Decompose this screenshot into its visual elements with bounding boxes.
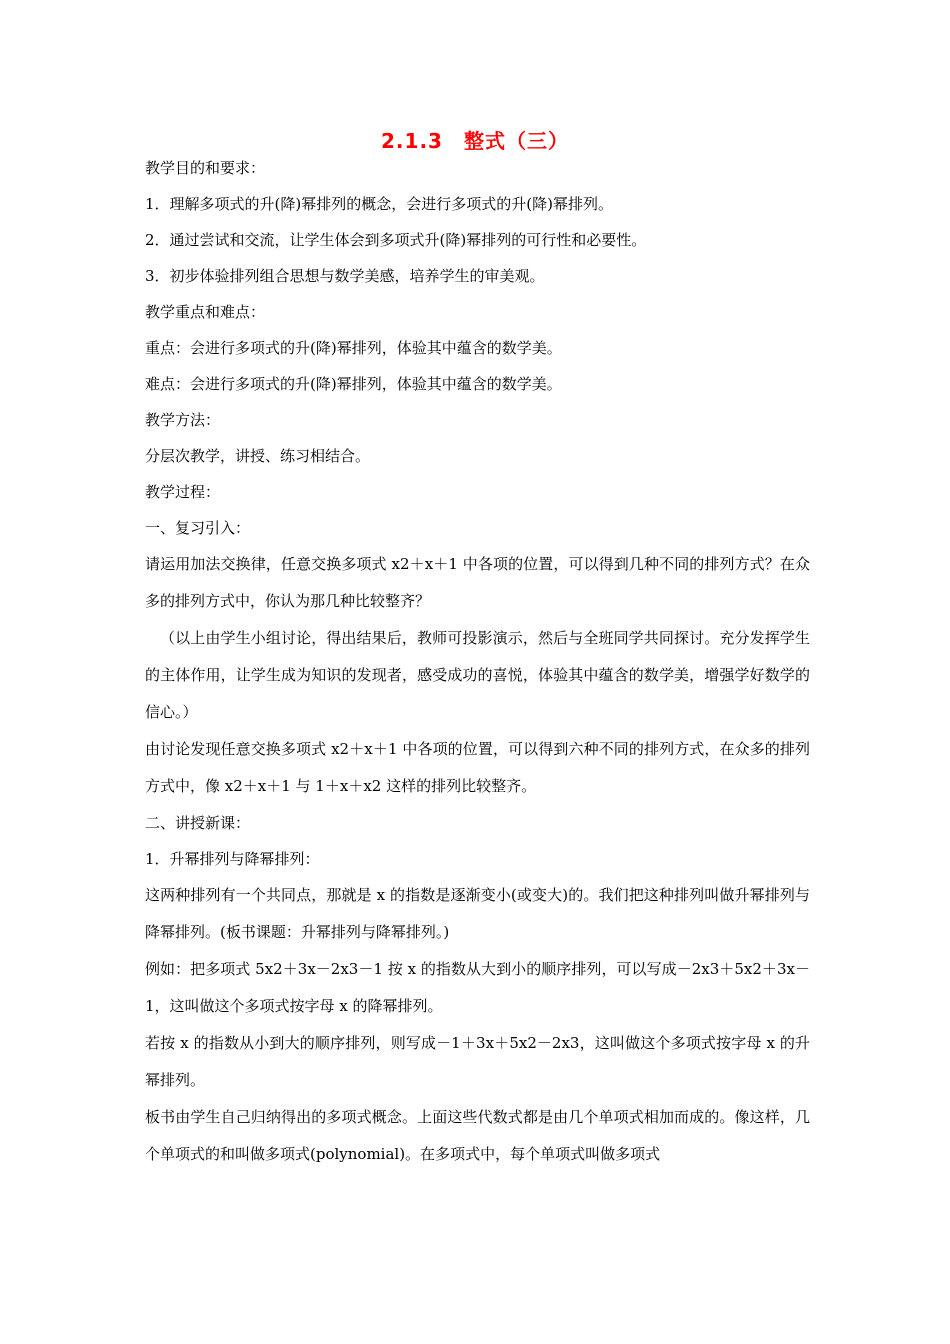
objective-item-2: 2．通过尝试和交流，让学生体会到多项式升(降)幂排列的可行性和必要性。 [145,230,647,249]
polynomial-definition: 板书由学生自己归纳得出的多项式概念。上面这些代数式都是由几个单项式相加而成的。像这样，几个单项式的和叫做多项式(polynomial)。在多项式中，每个单项式叫做多项式 [145,1108,810,1163]
document-body [145,150,810,1173]
ascending-example: 若按 x 的指数从小到大的顺序排列，则写成－1＋3x＋5x2－2x3，这叫做这个多项式按字母 x 的升幂排列。 [145,1034,810,1089]
section-heading-process: 教学过程： [145,482,221,501]
difficulty-text: 难点：会进行多项式的升(降)幂排列，体验其中蕴含的数学美。 [145,374,562,393]
discussion-result: 由讨论发现任意交换多项式 x2＋x＋1 中各项的位置，可以得到六种不同的排列方式，在众多的排列方式中，像 x2＋x＋1 与 1＋x＋x2 这样的排列比较整齐。 [145,740,810,795]
review-question: 请运用加法交换律，任意交换多项式 x2＋x＋1 中各项的位置，可以得到几种不同的排列方式？在众多的排列方式中，你认为那几种比较整齐？ [145,555,810,610]
descending-example: 例如：把多项式 5x2＋3x－2x3－1 按 x 的指数从大到小的顺序排列，可以写成－2x3＋5x2＋3x－1，这叫做这个多项式按字母 x 的降幂排列。 [145,960,810,1015]
subsection-heading-review: 一、复习引入： [145,518,251,537]
section-heading-key-points: 教学重点和难点： [145,302,266,321]
subsection-heading-new-lesson: 二、讲授新课： [145,813,251,832]
method-text: 分层次教学，讲授、练习相结合。 [145,446,371,465]
ordering-explanation: 这两种排列有一个共同点，那就是 x 的指数是逐渐变小(或变大)的。我们把这种排列叫做升幂排列与降幂排列。(板书课题：升幂排列与降幂排列。) [145,886,810,941]
objective-item-3: 3．初步体验排列组合思想与数学美感，培养学生的审美观。 [145,266,545,285]
section-heading-method: 教学方法： [145,410,221,429]
discussion-note: （以上由学生小组讨论，得出结果后，教师可投影演示，然后与全班同学共同探讨。充分发挥学生的主体作用，让学生成为知识的发现者，感受成功的喜悦，体验其中蕴含的数学美，增强学好数学的信心。） [145,629,810,721]
document-title: 2.1.3 整式（三） [381,129,569,153]
objective-item-1: 1．理解多项式的升(降)幂排列的概念，会进行多项式的升(降)幂排列。 [145,194,613,213]
topic-heading-ordering: 1．升幂排列与降幂排列： [145,849,320,868]
section-heading-objectives: 教学目的和要求： [145,158,266,177]
key-point-text: 重点：会进行多项式的升(降)幂排列，体验其中蕴含的数学美。 [145,338,562,357]
